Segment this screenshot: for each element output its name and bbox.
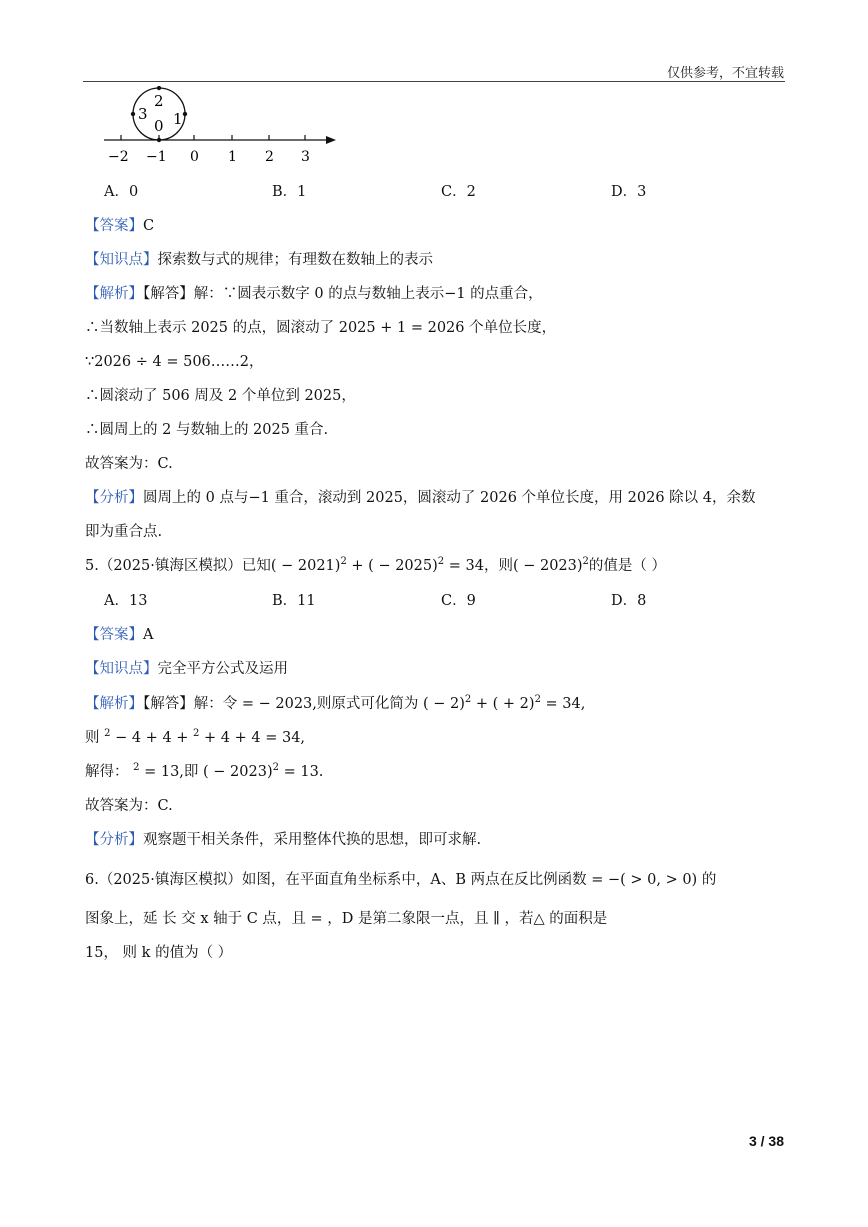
axis-tick-label: 1 [228,149,237,165]
q5-knowledge-point: 【知识点】完全平方公式及运用 [85,661,288,677]
header-note: 仅供参考，不宜转载 [666,66,784,81]
axis-tick-label: 2 [265,149,274,165]
q4-fenxi-line: 即为重合点. [85,524,163,540]
q5-fenxi: 【分析】观察题干相关条件，采用整体代换的思想，即可求解. [85,832,482,848]
q4-answer: 【答案】C [85,218,155,234]
circle-label-top: 2 [154,92,164,110]
q5-option-a: A．13 [104,593,148,609]
axis-arrow [326,136,336,144]
q5-option-d: D．8 [611,593,647,609]
circle-point-left [131,112,135,116]
q5-analysis-line: 则 $^2$ − 4 + 4 + $^2$ + 4 + 4 = 34, [85,728,306,746]
page-number: 3 / 38 [748,1133,784,1149]
q6-stem-line: 15， 则 k 的值为（ ） [85,945,233,961]
header-divider [83,81,785,82]
number-line-figure [98,86,348,166]
q5-option-b: B．11 [272,593,316,609]
q4-option-d: D．3 [611,184,647,200]
circle-label-bottom: 0 [154,117,164,135]
q4-analysis-line: ∴圆滚动了 506 周及 2 个单位到 2025， [85,388,356,404]
q4-analysis-line: ∵2026 ÷ 4 = 506……2， [85,354,264,370]
q6-stem-line: 图象上，延 长 交 x 轴于 C 点，且 = ，D 是第二象限一点，且 ∥ ，若△ 的面积是 [85,911,608,927]
q6-stem-line: 6.（2025·镇海区模拟）如图，在平面直角坐标系中，A、B 两点在反比例函数 = −( > 0, > 0) 的 [85,872,717,888]
q4-analysis-line: ∴当数轴上表示 2025 的点，圆滚动了 2025 + 1 = 2026 个单位长度， [85,320,557,336]
q4-analysis: 【解析】【解答】解：∵圆表示数字 0 的点与数轴上表示−1 的点重合， [85,286,543,302]
q4-conclusion: 故答案为：C. [85,456,173,472]
q5-option-c: C．9 [441,593,476,609]
q5-analysis: 【解析】【解答】解：令 = − 2023,则原式可化简为 ( − 2)$^2$ + ( + 2)$^2$ = 34, [85,694,586,712]
axis-tick-label: −1 [146,149,167,165]
axis-tick-label: 3 [301,149,310,165]
circle-point-top [157,86,161,90]
q4-knowledge-point: 【知识点】探索数与式的规律；有理数在数轴上的表示 [85,252,433,268]
circle-label-left: 3 [138,105,148,123]
q4-fenxi: 【分析】圆周上的 0 点与−1 重合，滚动到 2025，圆滚动了 2026 个单位长度，用 2026 除以 4，余数 [85,490,756,506]
q4-option-c: C．2 [441,184,476,200]
axis-tick-label: 0 [190,149,199,165]
q5-stem: 5.（2025·镇海区模拟）已知( − 2021)$^2$ + ( − 2025)$^2$ = 34，则( − 2023)$^2$的值是（ ） [85,556,667,574]
circle-label-right: 1 [173,110,183,128]
q5-answer: 【答案】A [85,627,154,643]
circle-point-right [183,112,187,116]
q5-analysis-line: 解得： $^2$ = 13,即 ( − 2023)$^2$ = 13. [85,762,324,780]
q4-option-a: A．0 [104,184,139,200]
q5-conclusion: 故答案为：C. [85,798,173,814]
q4-option-b: B．1 [272,184,307,200]
axis-tick-label: −2 [108,149,129,165]
q4-analysis-line: ∴圆周上的 2 与数轴上的 2025 重合. [85,422,329,438]
